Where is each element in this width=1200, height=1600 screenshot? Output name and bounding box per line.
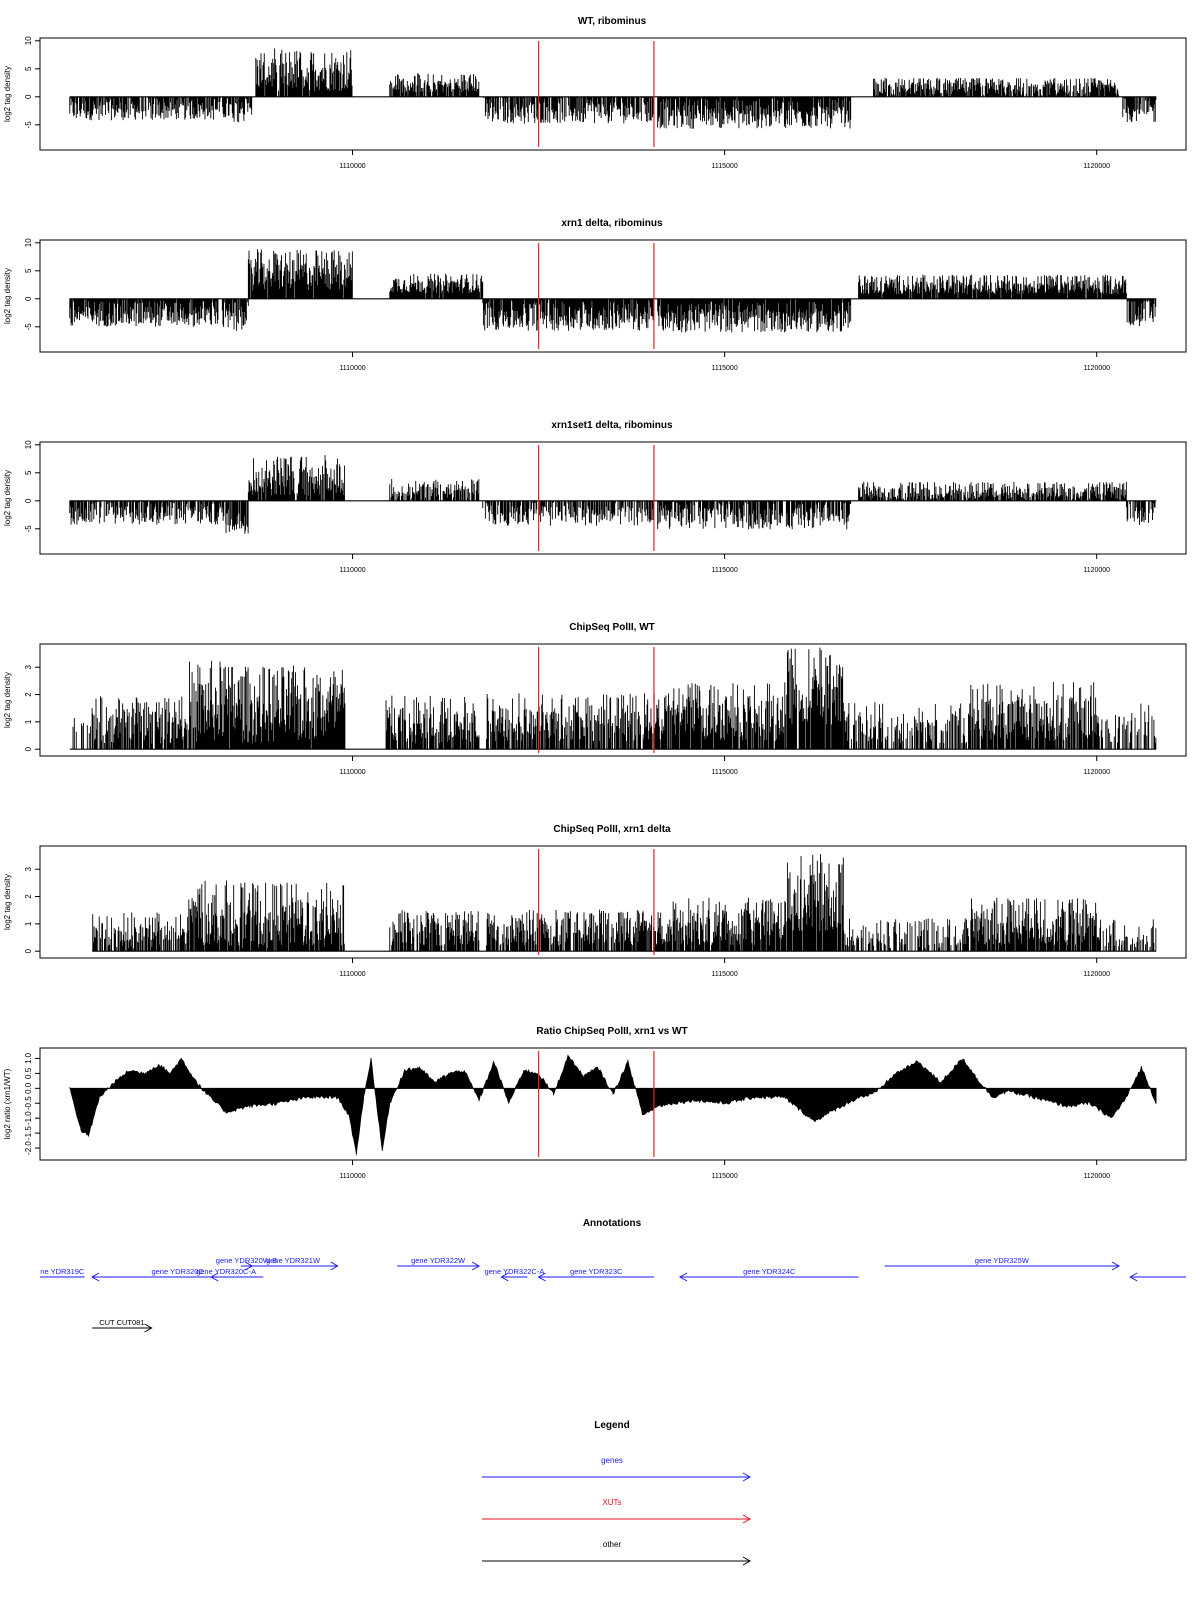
y-tick-label: -5 [24,525,33,533]
x-tick-label: 1115000 [711,1173,738,1180]
y-axis-label: log2 tag density [3,469,12,527]
track-panel-0 [3,16,1186,170]
y-tick-label: 0.5 [24,1067,33,1079]
annotation-feature [680,1267,859,1281]
data-layer [70,249,1156,332]
panel-title: xrn1set1 delta, ribominus [551,420,673,431]
legend-label-xuts: XUTs [602,1498,622,1507]
annotation-feature [1130,1273,1186,1281]
feature-label: gene YDR322C-A [484,1267,545,1276]
x-tick-label: 1120000 [1083,365,1111,372]
annotation-feature [40,1267,85,1277]
y-tick-label: 0 [24,296,33,302]
y-tick-label: -5 [24,323,33,331]
annotations-title: Annotations [582,1218,642,1229]
feature-label: gene YDR321W [265,1256,321,1265]
y-tick-label: 2 [24,692,33,697]
y-tick-label: 5 [24,470,33,476]
y-tick-label: 5 [24,268,33,274]
x-tick-label: 1110000 [339,567,366,574]
track-panel-3 [3,622,1186,776]
feature-label: gene YDR322W [411,1256,466,1265]
feature-label: gene YDR325W [974,1256,1029,1265]
series-bars [70,49,1156,129]
x-tick-label: 1120000 [1083,163,1111,170]
y-axis-label: log2 tag density [3,671,12,729]
feature-label: gene YDR320C-A [196,1267,256,1276]
panel-title: Ratio ChipSeq PolII, xrn1 vs WT [536,1026,688,1037]
feature-label: CUT CUT081 [99,1318,145,1327]
plot-frame [40,1048,1186,1160]
panel-title: ChipSeq PolII, xrn1 delta [553,824,671,835]
y-axis-label: log2 tag density [3,267,12,325]
y-tick-label: 0 [24,948,33,954]
legend-title: Legend [594,1420,630,1431]
annotations-track [40,1218,1186,1332]
legend [482,1420,750,1565]
y-tick-label: -1.0 [24,1111,33,1126]
x-tick-label: 1115000 [711,163,738,170]
y-axis-label: log2 tag density [3,873,12,931]
track-panel-1 [3,218,1186,372]
x-tick-label: 1110000 [339,1173,366,1180]
track-panel-2 [3,420,1186,574]
feature-label: gene YDR320W-B [215,1256,278,1265]
data-layer [70,455,1156,534]
data-layer [92,854,1156,951]
annotation-feature [539,1267,654,1281]
annotation-feature [484,1267,544,1281]
data-layer [70,648,1156,750]
feature-label: gene YDR323C [570,1267,623,1276]
feature-label: ne YDR319C [40,1267,85,1276]
x-tick-label: 1115000 [711,769,738,776]
y-tick-label: 1 [24,719,33,725]
data-layer [70,1055,1156,1155]
y-tick-label: 0 [24,746,33,752]
data-layer [70,49,1156,129]
y-tick-label: 1 [24,921,33,927]
x-tick-label: 1120000 [1083,567,1111,574]
y-tick-label: -1.5 [24,1126,33,1141]
series-bars [93,854,1156,951]
series-bars [73,648,1156,750]
panel-title: ChipSeq PolII, WT [569,622,655,633]
legend-label-genes: genes [601,1456,623,1465]
x-tick-label: 1110000 [339,365,366,372]
y-tick-label: 0.0 [24,1082,33,1094]
y-tick-label: 10 [24,238,33,248]
feature-label: gene YDR320C [151,1267,204,1276]
track-panels [3,16,1186,1180]
y-tick-label: 3 [24,664,33,670]
feature-label: gene YDR324C [743,1267,796,1276]
panel-title: WT, ribominus [577,16,647,27]
x-tick-label: 1115000 [711,971,738,978]
series-bars [70,249,1156,332]
y-tick-label: 10 [24,36,33,46]
y-tick-label: 0 [24,498,33,504]
y-axis-label: log2 ratio (xrn1/WT) [3,1068,12,1140]
panel-title: xrn1 delta, ribominus [561,218,663,229]
track-panel-5 [3,1026,1186,1180]
series-bars [70,455,1156,534]
y-axis-label: log2 tag density [3,65,12,123]
x-tick-label: 1110000 [339,163,366,170]
x-tick-label: 1120000 [1083,1173,1111,1180]
annotation-feature [92,1318,152,1332]
x-tick-label: 1120000 [1083,769,1111,776]
ratio-area [70,1055,1156,1155]
x-tick-label: 1110000 [339,971,366,978]
y-tick-label: -0.5 [24,1096,33,1111]
legend-label-other: other [602,1540,622,1549]
y-tick-label: 1.0 [24,1052,33,1065]
y-tick-label: 3 [24,866,33,872]
annotation-feature [397,1256,479,1270]
x-tick-label: 1110000 [339,769,366,776]
y-tick-label: -2.0 [24,1141,33,1155]
x-tick-label: 1115000 [711,365,738,372]
track-panel-4 [3,824,1186,978]
y-tick-label: 2 [24,894,33,899]
x-tick-label: 1115000 [711,567,738,574]
y-tick-label: 10 [24,440,33,450]
y-tick-label: -5 [24,121,33,129]
x-tick-label: 1120000 [1083,971,1111,978]
y-tick-label: 0 [24,94,33,100]
y-tick-label: 5 [24,66,33,72]
annotation-feature [885,1256,1119,1270]
